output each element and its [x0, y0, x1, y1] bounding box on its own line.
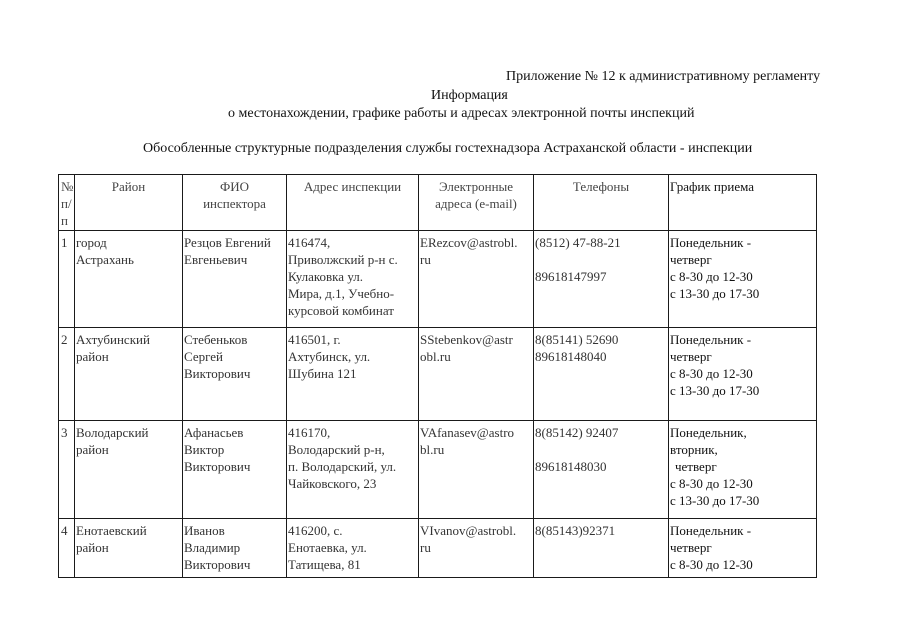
- header-email-line: Электронные: [438, 179, 514, 194]
- row-fio: [183, 519, 287, 578]
- row-phone-2: 89618148040: [535, 349, 607, 364]
- row-address: [287, 519, 419, 578]
- row-email-line: VAfanasev@astro: [420, 425, 515, 440]
- row-fio-line: Стебеньков: [184, 332, 248, 347]
- row-address-line: Енотаевка, ул.: [288, 540, 367, 555]
- row-fio: [183, 328, 287, 421]
- row-email-line: SStebenkov@astr: [420, 332, 513, 347]
- row-email-line: bl.ru: [420, 442, 445, 457]
- row-num: 4: [59, 519, 75, 578]
- row-fio-line: Владимир: [184, 540, 241, 555]
- header-address: Адрес инспекции: [287, 175, 419, 231]
- row-address-line: Володарский р-н,: [288, 442, 385, 457]
- row-email-line: ru: [420, 252, 431, 267]
- row-district-line: район: [76, 442, 109, 457]
- row-address-line: курсовой комбинат: [288, 303, 394, 318]
- header-schedule: График приема: [669, 175, 817, 231]
- header-num: [59, 175, 75, 231]
- row-address-line: Приволжский р-н с.: [288, 252, 398, 267]
- row-email-line: obl.ru: [420, 349, 451, 364]
- row-phones: [534, 421, 669, 519]
- row-district: [75, 231, 183, 328]
- row-district: [75, 519, 183, 578]
- row-address: [287, 421, 419, 519]
- row-fio-line: Сергей: [184, 349, 223, 364]
- row-address: [287, 328, 419, 421]
- row-phone-1: 8(85142) 92407: [535, 425, 619, 440]
- row-schedule-line: четверг: [670, 540, 712, 555]
- row-schedule: [669, 421, 817, 519]
- row-schedule-line: Понедельник -: [670, 235, 752, 250]
- row-schedule-line: Понедельник -: [670, 523, 752, 538]
- row-fio: [183, 421, 287, 519]
- row-address-line: 416200, с.: [288, 523, 343, 538]
- row-email-line: ru: [420, 540, 431, 555]
- row-address-line: 416474,: [288, 235, 331, 250]
- row-schedule-line: Понедельник,: [670, 425, 747, 440]
- row-phone-2: 89618148030: [535, 459, 607, 474]
- row-address: [287, 231, 419, 328]
- header-fio-line: ФИО: [219, 179, 250, 194]
- row-fio-line: Виктор: [184, 442, 225, 457]
- table-row: [59, 328, 817, 421]
- header-fio: [183, 175, 287, 231]
- row-schedule: [669, 328, 817, 421]
- row-address-line: 416501, г.: [288, 332, 341, 347]
- table-row: [59, 231, 817, 328]
- row-schedule-line: с 8-30 до 12-30: [670, 269, 753, 284]
- row-num: 1: [59, 231, 75, 328]
- header-email: [419, 175, 534, 231]
- header-email-line: адреса (e-mail): [435, 196, 517, 211]
- row-schedule-line: Понедельник -: [670, 332, 752, 347]
- row-email: [419, 231, 534, 328]
- header-phones: Телефоны: [534, 175, 669, 231]
- row-schedule-line: вторник,: [670, 442, 718, 457]
- table-row: [59, 519, 817, 578]
- row-district-line: Енотаевский: [76, 523, 147, 538]
- document-title: Информация: [431, 88, 508, 103]
- row-address-line: Шубина 121: [288, 366, 357, 381]
- row-address-line: п. Володарский, ул.: [288, 459, 397, 474]
- header-num-line: п/: [61, 196, 72, 211]
- row-fio-line: Афанасьев: [184, 425, 244, 440]
- row-address-line: Кулаковка ул.: [288, 269, 363, 284]
- row-district-line: район: [76, 349, 109, 364]
- row-phone-1: 8(85141) 52690: [535, 332, 619, 347]
- row-district-line: Ахтубинский: [76, 332, 150, 347]
- row-fio-line: Викторович: [184, 459, 251, 474]
- row-address-line: Мира, д.1, Учебно-: [288, 286, 395, 301]
- row-phone-1: 8(85143)92371: [535, 523, 616, 538]
- row-schedule: [669, 231, 817, 328]
- row-email: [419, 421, 534, 519]
- row-address-line: Татищева, 81: [288, 557, 361, 572]
- appendix-caption: Приложение № 12 к административному регламенту: [506, 69, 821, 84]
- row-fio-line: Викторович: [184, 557, 251, 572]
- row-phone-1: (8512) 47-88-21: [535, 235, 621, 250]
- row-num: 2: [59, 328, 75, 421]
- row-fio-line: Иванов: [184, 523, 225, 538]
- row-schedule-line: с 8-30 до 12-30: [670, 476, 753, 491]
- row-district-line: район: [76, 540, 109, 555]
- row-address-line: Чайковского, 23: [288, 476, 377, 491]
- row-fio-line: Резцов Евгений: [184, 235, 271, 250]
- row-schedule-line: четверг: [670, 252, 712, 267]
- row-fio: [183, 231, 287, 328]
- row-phone-2: 89618147997: [535, 269, 607, 284]
- row-district-line: Астрахань: [76, 252, 134, 267]
- row-schedule-line: с 8-30 до 12-30: [670, 557, 753, 572]
- row-schedule-line: четверг: [670, 349, 712, 364]
- row-phones: [534, 328, 669, 421]
- row-schedule: [669, 519, 817, 578]
- row-schedule-line: с 8-30 до 12-30: [670, 366, 753, 381]
- header-district: Район: [75, 175, 183, 231]
- row-phones: [534, 519, 669, 578]
- table-row: [59, 421, 817, 519]
- row-address-line: 416170,: [288, 425, 331, 440]
- row-email-line: ERezcov@astrobl.: [420, 235, 518, 250]
- row-fio-line: Евгеньевич: [184, 252, 248, 267]
- row-email-line: VIvanov@astrobl.: [420, 523, 517, 538]
- header-num-line: п: [61, 213, 68, 228]
- row-schedule-line: с 13-30 до 17-30: [670, 383, 760, 398]
- header-num-line: №: [61, 179, 74, 194]
- row-num: 3: [59, 421, 75, 519]
- row-district-line: Володарский: [76, 425, 149, 440]
- row-phones: [534, 231, 669, 328]
- section-heading: Обособленные структурные подразделения службы гостехнадзора Астраханской области - инспекции: [143, 141, 753, 156]
- header-fio-line: инспектора: [203, 196, 266, 211]
- row-address-line: Ахтубинск, ул.: [288, 349, 371, 364]
- row-schedule-line: с 13-30 до 17-30: [670, 286, 760, 301]
- row-schedule-line: четверг: [675, 459, 717, 474]
- row-email: [419, 519, 534, 578]
- row-district-line: город: [76, 235, 107, 250]
- row-district: [75, 421, 183, 519]
- inspections-table: [58, 174, 817, 578]
- table-header-row: [59, 175, 817, 231]
- row-email: [419, 328, 534, 421]
- row-district: [75, 328, 183, 421]
- document-subtitle: о местонахождении, графике работы и адресах электронной почты инспекций: [228, 106, 695, 121]
- row-schedule-line: с 13-30 до 17-30: [670, 493, 760, 508]
- row-fio-line: Викторович: [184, 366, 251, 381]
